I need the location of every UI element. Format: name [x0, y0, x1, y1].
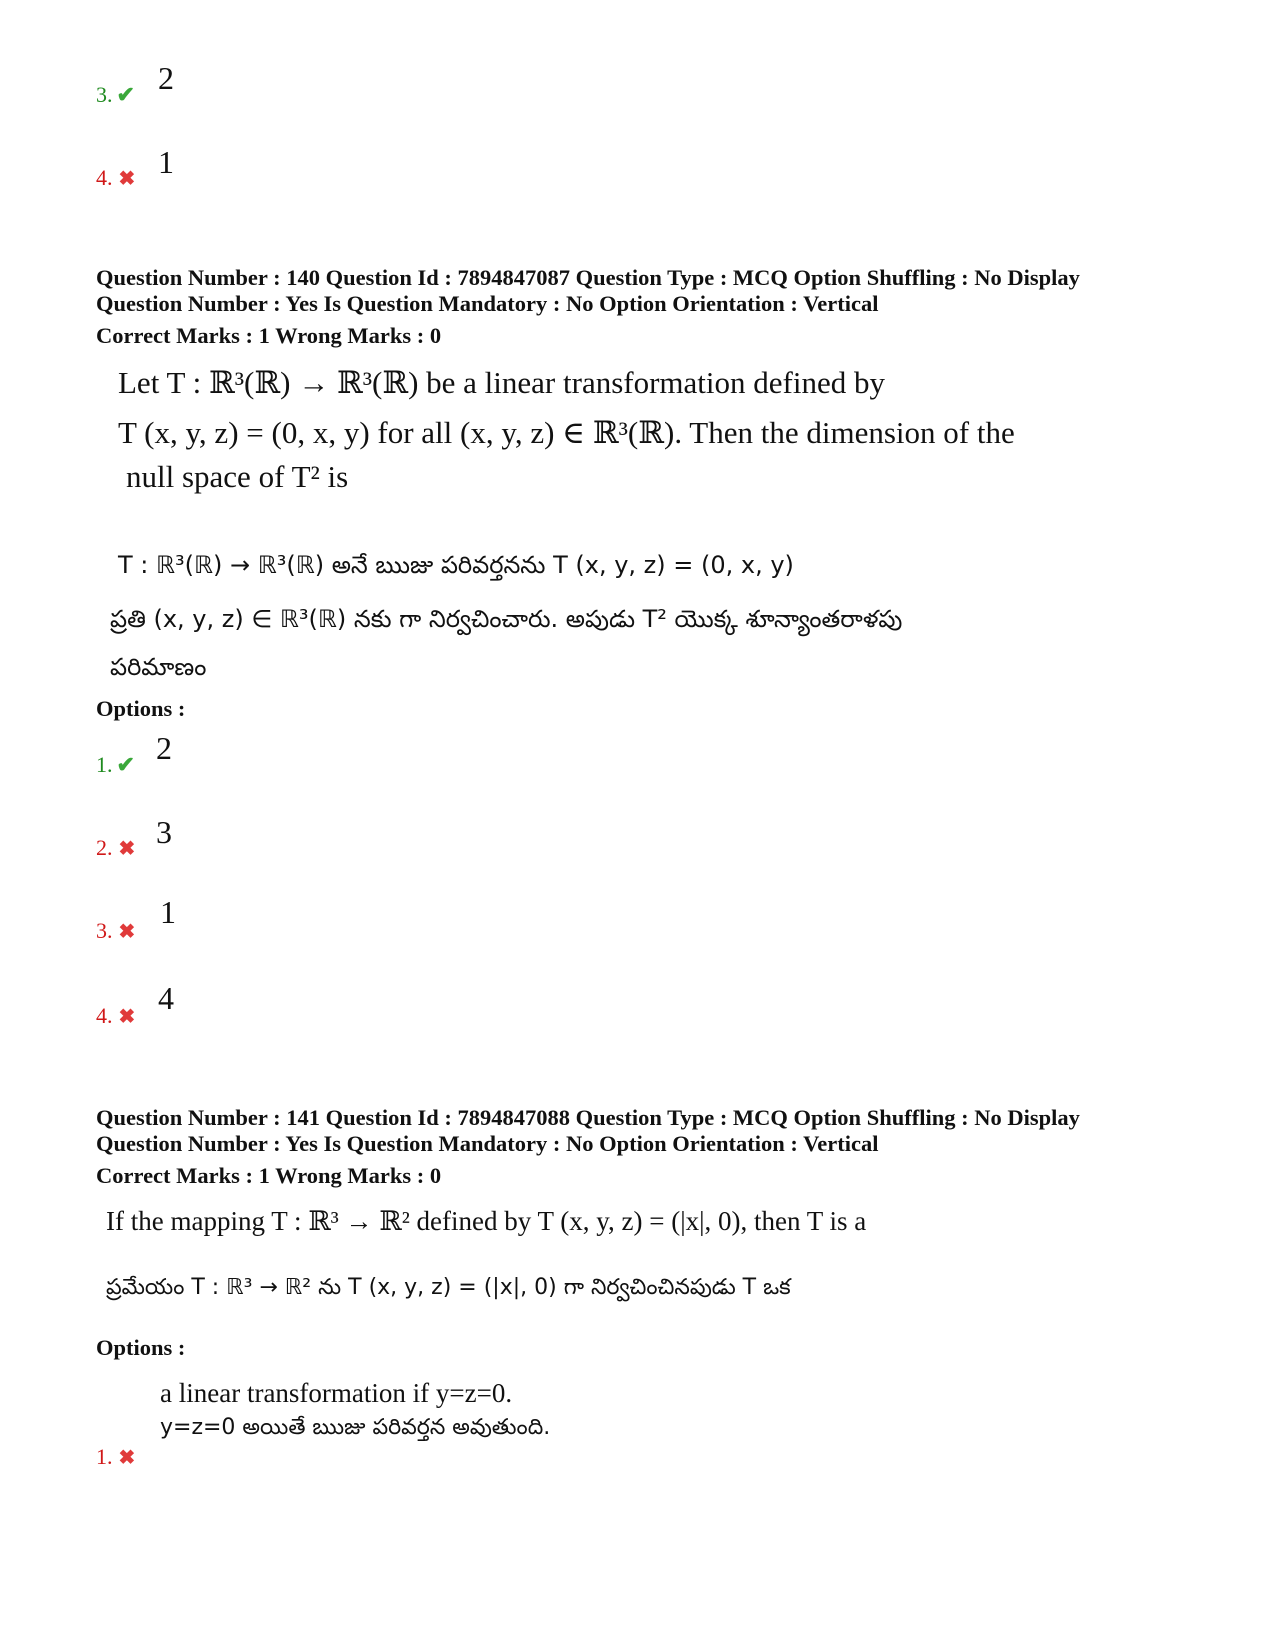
q141-meta-line3: Correct Marks : 1 Wrong Marks : 0 [96, 1163, 442, 1188]
cross-icon: ✖ [118, 921, 136, 943]
q141-meta-line1: Question Number : 141 Question Id : 7894847088 Question Type : MCQ Option Shuffling : No Display [96, 1105, 1080, 1130]
telugu-line: ప్రతి (x, y, z) ∈ ℝ³(ℝ) నకు గా నిర్వచించారు. అపుడు T² యొక్క శూన్యాంతరాళపు [110, 605, 903, 633]
telugu-line: పరిమాణం [110, 653, 207, 681]
q140-text-te-1 [118, 538, 794, 590]
q141-option-1 [96, 1444, 135, 1470]
option-number: 3. [96, 82, 113, 107]
q141-meta-line2: Question Number : Yes Is Question Mandatory : No Option Orientation : Vertical [96, 1131, 879, 1156]
option-number: 2. [96, 835, 113, 860]
q140-option-1 [96, 752, 135, 778]
option-number: 3. [96, 918, 113, 943]
q140-text-te-3 [110, 640, 206, 692]
prev-option-4 [96, 165, 135, 191]
q140-option-4-value: 4 [158, 980, 174, 1016]
q141-text-en-1: If the mapping T : ℝ³ → ℝ² defined by T (x, y, z) = (|x|, 0), then T is a [106, 1206, 867, 1236]
cross-icon: ✖ [118, 838, 136, 860]
cross-icon: ✖ [118, 168, 136, 190]
q140-meta-line2: Question Number : Yes Is Question Mandatory : No Option Orientation : Vertical [96, 291, 879, 316]
telugu-line: y=z=0 అయితే ఋజు పరివర్తన అవుతుంది. [160, 1415, 551, 1440]
q140-option-2-value: 3 [156, 814, 172, 850]
q140-text-en-1: Let T : ℝ³(ℝ) → ℝ³(ℝ) be a linear transformation defined by [118, 365, 885, 400]
telugu-line: T : ℝ³(ℝ) → ℝ³(ℝ) అనే ఋజు పరివర్తనను T (x, y, z) = (0, x, y) [118, 551, 794, 579]
q141-option-1-te [160, 1410, 550, 1445]
q141-option-1-en: a linear transformation if y=z=0. [160, 1378, 513, 1408]
q140-option-1-value: 2 [156, 730, 172, 766]
option-number: 4. [96, 1003, 113, 1028]
check-icon: ✔ [116, 82, 135, 107]
q140-meta-line3: Correct Marks : 1 Wrong Marks : 0 [96, 323, 442, 348]
q140-text-te-2 [110, 592, 902, 644]
q140-text-en-2: T (x, y, z) = (0, x, y) for all (x, y, z) ∈ ℝ³(ℝ). Then the dimension of the [118, 415, 1015, 450]
q140-options-label: Options : [96, 696, 186, 721]
q141-text-te-1 [106, 1270, 791, 1305]
cross-icon: ✖ [118, 1447, 136, 1469]
telugu-line: ప్రమేయం T : ℝ³ → ℝ² ను T (x, y, z) = (|x|, 0) గా నిర్వచించినపుడు T ఒక [106, 1275, 791, 1300]
q140-meta-line1: Question Number : 140 Question Id : 7894847087 Question Type : MCQ Option Shuffling : No Display [96, 265, 1080, 290]
q140-option-3-value: 1 [160, 894, 176, 930]
q140-option-2 [96, 835, 135, 861]
q140-option-4 [96, 1003, 135, 1029]
option-number: 1. [96, 1444, 113, 1469]
cross-icon: ✖ [118, 1006, 136, 1028]
option-number: 1. [96, 752, 113, 777]
check-icon: ✔ [116, 752, 135, 777]
q140-option-3 [96, 918, 135, 944]
q141-options-label: Options : [96, 1335, 186, 1360]
option-number: 4. [96, 165, 113, 190]
prev-option-4-value: 1 [158, 144, 174, 180]
q140-text-en-3: null space of T² is [126, 459, 349, 494]
prev-option-3 [96, 82, 135, 108]
prev-option-3-value: 2 [158, 60, 174, 96]
